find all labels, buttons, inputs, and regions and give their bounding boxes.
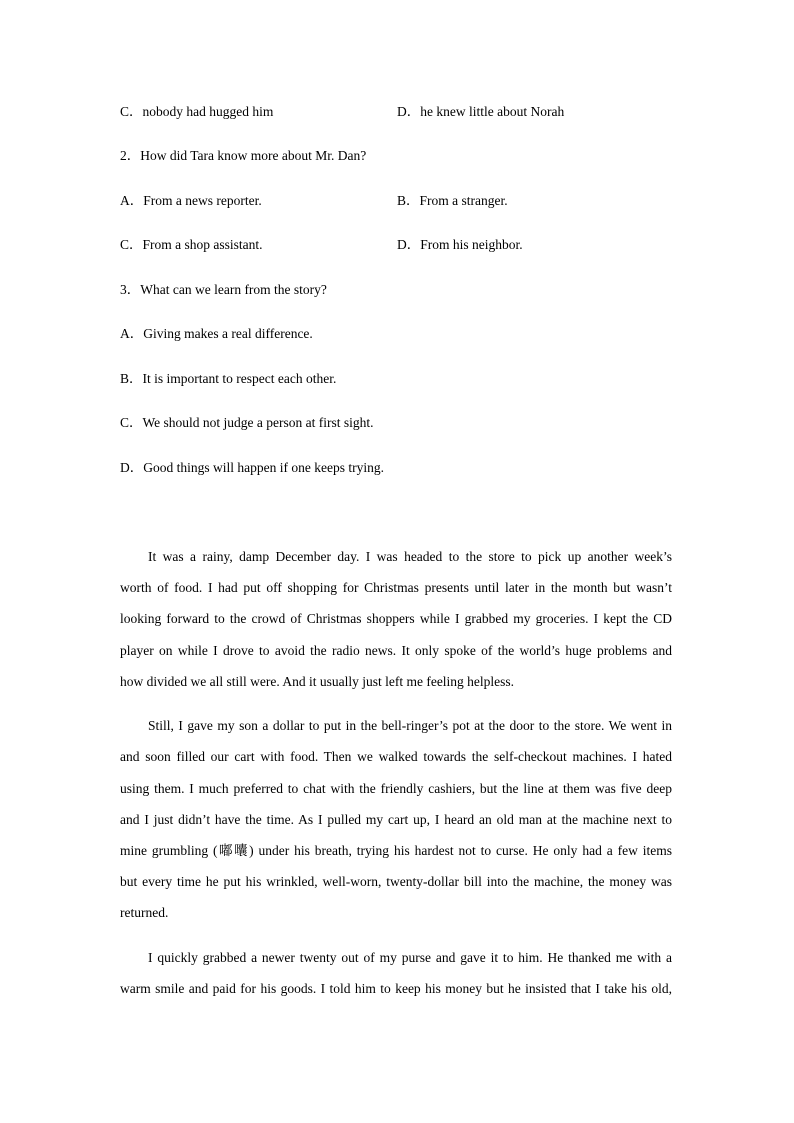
q2-option-c: C．From a shop assistant.	[120, 237, 263, 252]
q2-question: 2．How did Tara know more about Mr. Dan?	[120, 148, 367, 163]
passage-p2-line: Still, I gave my son a dollar to put in the bell-ringer’s pot at the door to the store. We went in	[148, 718, 672, 733]
passage-p2-line: mine grumbling (嘟囔) under his breath, trying his hardest not to curse. He only had a few items	[120, 843, 672, 858]
q1-option-c: C．nobody had hugged him	[120, 104, 274, 119]
passage-p2-line: but every time he put his wrinkled, well-worn, twenty-dollar bill into the machine, the money was	[120, 874, 672, 889]
q3-option-d: D．Good things will happen if one keeps trying.	[120, 460, 384, 475]
passage-p3-line: I quickly grabbed a newer twenty out of my purse and gave it to him. He thanked me with a	[148, 950, 672, 965]
passage-p1-line: how divided we all still were. And it usually just left me feeling helpless.	[120, 674, 515, 689]
q1-option-d: D．he knew little about Norah	[397, 104, 565, 119]
passage-p1-line: worth of food. I had put off shopping for Christmas presents until later in the month but wasn’t	[120, 580, 672, 595]
q2-option-d: D．From his neighbor.	[397, 237, 523, 252]
q3-question: 3．What can we learn from the story?	[120, 282, 327, 297]
passage-p1-line: looking forward to the crowd of Christmas shoppers while I grabbed my groceries. I kept the CD	[120, 611, 672, 626]
passage-p1-line: It was a rainy, damp December day. I was headed to the store to pick up another week’s	[148, 549, 672, 564]
passage-p2-line: and I just didn’t have the time. As I pulled my cart up, I heard an old man at the machine next to	[120, 812, 672, 827]
passage-p2-line: using them. I much preferred to chat with the friendly cashiers, but the line at them was five deep	[120, 781, 672, 796]
passage-p3-line: warm smile and paid for his goods. I told him to keep his money but he insisted that I take his old,	[120, 981, 672, 996]
q2-option-a: A．From a news reporter.	[120, 193, 262, 208]
q3-option-a: A．Giving makes a real difference.	[120, 326, 313, 341]
q3-option-b: B．It is important to respect each other.	[120, 371, 337, 386]
passage-p1-line: player on while I drove to avoid the radio news. It only spoke of the world’s huge problems and	[120, 643, 672, 658]
q3-option-c: C．We should not judge a person at first sight.	[120, 415, 374, 430]
passage-p2-line: and soon filled our cart with food. Then we walked towards the self-checkout machines. I hated	[120, 749, 672, 764]
passage-p2-line: returned.	[120, 905, 169, 920]
q2-option-b: B．From a stranger.	[397, 193, 508, 208]
